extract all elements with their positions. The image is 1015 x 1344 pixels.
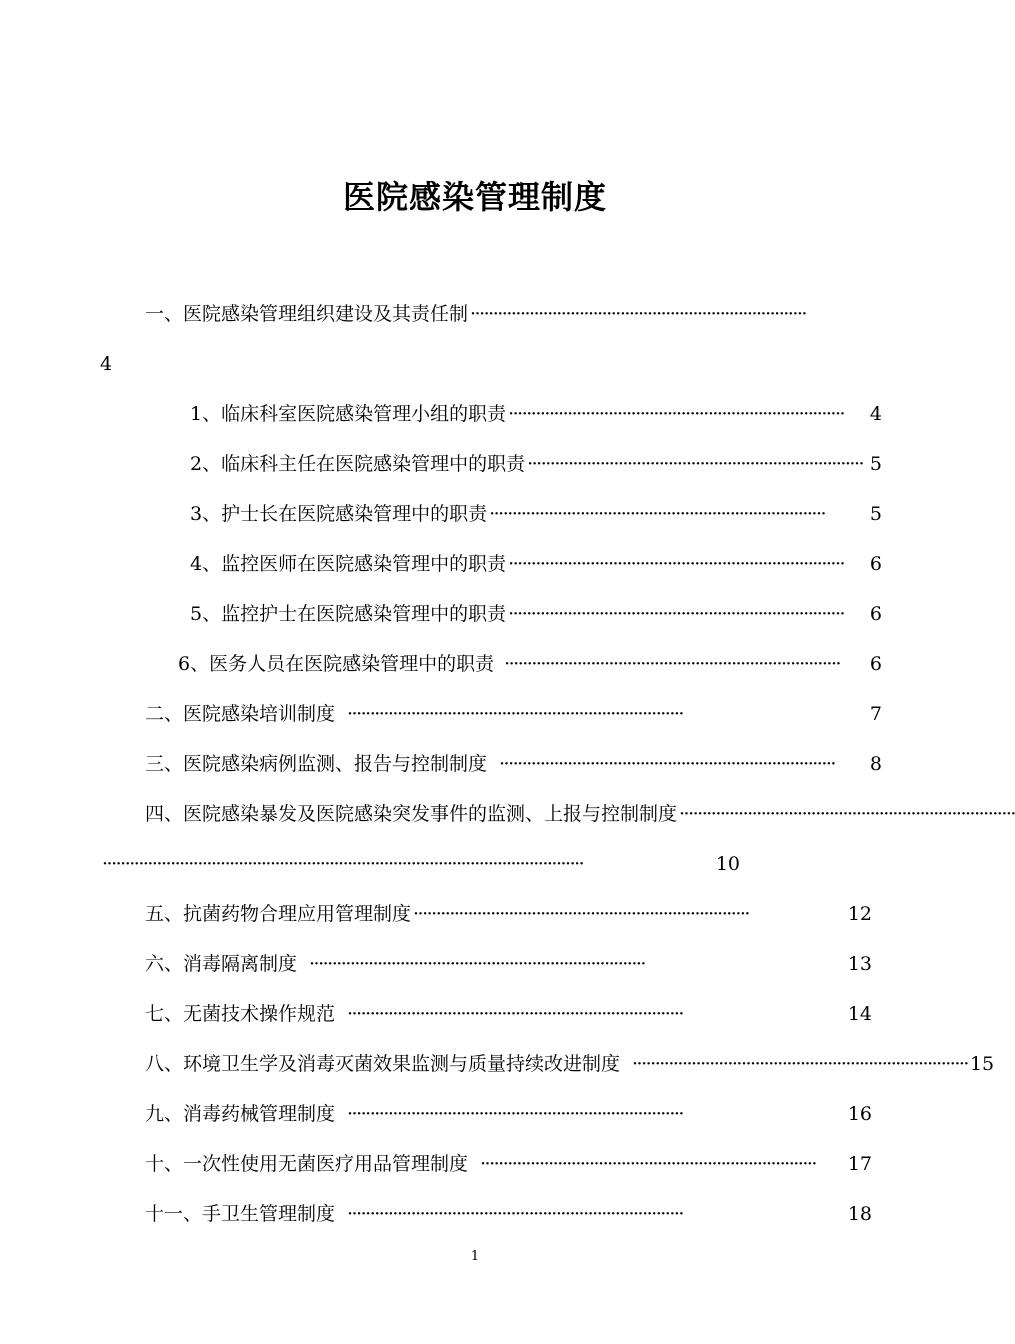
toc-entry-label: 2、临床科主任在医院感染管理中的职责 [190,453,526,475]
toc-entry[interactable] [190,452,882,476]
toc-leader-dots: ·········································································· [632,1053,968,1075]
toc-entry-label: 九、消毒药械管理制度 [145,1103,336,1125]
toc-page-number: 14 [847,1003,872,1025]
toc-leader-dots: ·········································································· [347,1203,683,1225]
toc-leader-dots: ·········································································· [504,653,841,675]
toc-page-number: 16 [847,1103,872,1125]
toc-entry-label: 6、医务人员在医院感染管理中的职责 [178,653,495,675]
toc-entry-label: 十、一次性使用无菌医疗用品管理制度 [145,1153,469,1175]
toc-entry[interactable] [145,752,882,776]
page-number: 1 [470,1249,480,1264]
toc-entry[interactable] [145,952,872,976]
toc-entry-label: 3、护士长在医院感染管理中的职责 [190,503,488,525]
toc-entry[interactable] [145,902,872,926]
toc-page-number: 6 [869,553,882,575]
document-title: 医院感染管理制度 [342,178,607,216]
toc-entry-label: 三、医院感染病例监测、报告与控制制度 [145,753,488,775]
toc-entry-label: 七、无菌技术操作规范 [145,1003,336,1025]
toc-leader-dots: ·········································································· [499,753,835,775]
toc-entry-label: 5、监控护士在医院感染管理中的职责 [190,603,507,625]
toc-entry[interactable] [145,702,882,726]
toc-page-number: 5 [869,453,882,475]
toc-entry-label: 十一、手卫生管理制度 [145,1203,336,1225]
toc-page-number: 4 [869,403,882,425]
toc-page-number: 5 [869,503,882,525]
toc-leader-dots: ·········································································· [480,1153,816,1175]
toc-entry[interactable] [145,1002,872,1026]
toc-page-number: 6 [869,603,882,625]
toc-entry-label: 八、环境卫生学及消毒灭菌效果监测与质量持续改进制度 [145,1053,621,1075]
toc-leader-dots: ·········································································· [508,403,845,425]
toc-entry[interactable] [190,402,882,426]
toc-page-number: 8 [869,753,882,775]
toc-entry[interactable] [100,852,740,876]
toc-leader-dots: ·········································································· [679,803,1015,825]
toc-page-number: 15 [969,1053,995,1075]
toc-entry[interactable] [178,652,882,676]
toc-entry[interactable] [190,602,882,626]
toc-page-number: 12 [847,903,872,925]
toc-entry[interactable] [190,552,882,576]
toc-page-number: 4 [100,353,113,375]
toc-entry[interactable] [145,1102,872,1126]
toc-page-number: 13 [847,953,872,975]
toc-leader-dots: ·········································································· [347,1103,683,1125]
toc-leader-dots: ·········································································· [470,303,806,325]
toc-entry-label: 五、抗菌药物合理应用管理制度 [145,903,412,925]
toc-leader-dots: ·········································································· [527,453,864,475]
toc-leader-dots: ·········································································· [508,603,845,625]
toc-entry[interactable] [145,1152,872,1176]
toc-entry-label: 一、医院感染管理组织建设及其责任制 [145,303,469,325]
toc-entry-label: 四、医院感染暴发及医院感染突发事件的监测、上报与控制制度 [145,803,678,825]
toc-leader-dots: ·········································································· [413,903,749,925]
toc-page-number: 17 [847,1153,872,1175]
toc-page-number: 6 [869,653,882,675]
toc-entry[interactable] [145,302,882,326]
toc-entry-label: 1、临床科室医院感染管理小组的职责 [190,403,507,425]
toc-entry-label: 二、医院感染培训制度 [145,703,336,725]
toc-leader-dots: ·········································································· [347,703,683,725]
toc-entry[interactable] [145,1052,995,1076]
toc-leader-dots: ·········································································· [347,1003,683,1025]
toc-page-number: 7 [869,703,882,725]
toc-entry[interactable] [145,802,1015,826]
toc-leader-dots: ·········································································· [309,953,645,975]
toc-leader-dots: ·········································································································· [102,853,584,875]
toc-page-number: 18 [847,1203,872,1225]
toc-entry[interactable] [190,502,882,526]
toc-entry-label: 4、监控医师在医院感染管理中的职责 [190,553,507,575]
toc-leader-dots: ·········································································· [489,503,826,525]
toc-entry-label: 六、消毒隔离制度 [145,953,298,975]
toc-leader-dots: ·········································································· [508,553,845,575]
toc-page-number: 10 [715,853,740,875]
toc-entry[interactable] [145,1202,872,1226]
